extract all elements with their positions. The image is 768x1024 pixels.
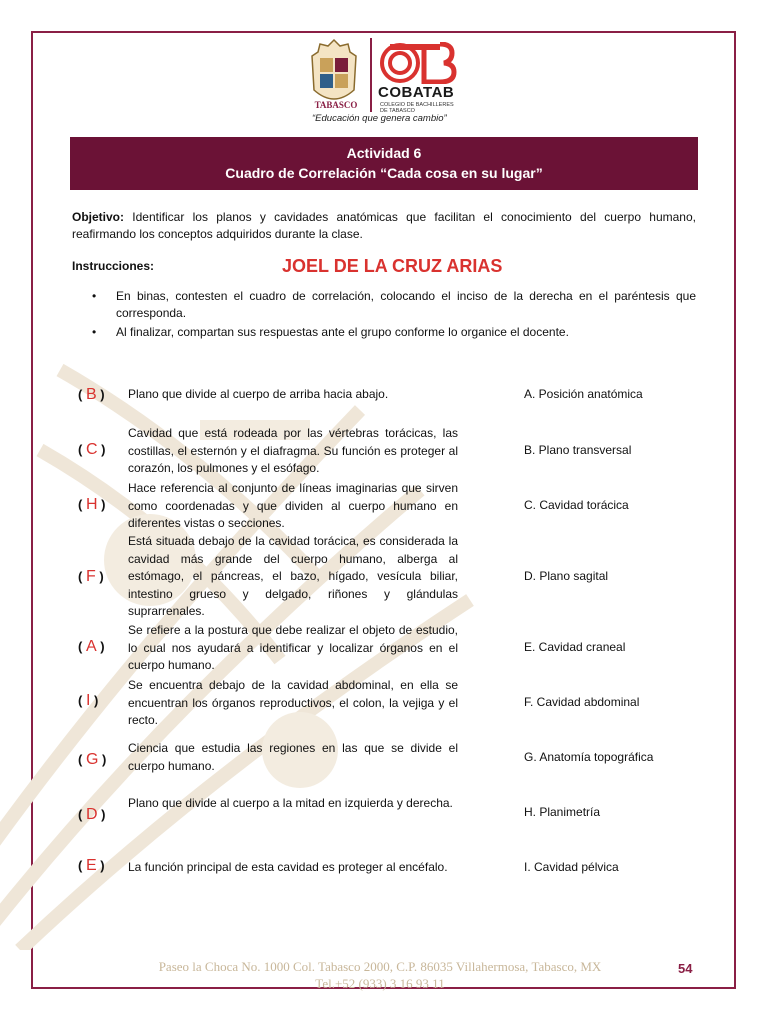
row-option: E. Cavidad craneal bbox=[524, 640, 626, 654]
bullet-icon: • bbox=[92, 325, 97, 339]
answer-letter: H bbox=[85, 496, 98, 513]
row-option: H. Planimetría bbox=[524, 805, 601, 819]
answer-letter: E bbox=[85, 857, 97, 874]
answer-slot: ( H ) bbox=[78, 496, 106, 513]
instruction-list bbox=[92, 288, 696, 343]
row-description: Está situada debajo de la cavidad torácica, es considerada la cavidad más grande del cuerpo humano, alberga al estómago, el páncreas, el bazo, hígado, vesícula biliar, intestino grueso y delgado, riñones y glándulas suprarrenales. bbox=[128, 534, 458, 618]
answer-slot: ( B ) bbox=[78, 386, 105, 403]
answer-letter: C bbox=[85, 441, 98, 458]
slogan: “Educación que genera cambio” bbox=[312, 113, 447, 124]
row-option: D. Plano sagital bbox=[524, 569, 609, 583]
row-description: Hace referencia al conjunto de líneas imaginarias que sirven como coordenadas y que dividen al cuerpo humano en diferentes vistas o secciones. bbox=[128, 481, 458, 530]
page-number: 54 bbox=[678, 961, 693, 976]
phone-line: Tel.+52 (933) 3 16 93 11 bbox=[315, 976, 445, 991]
row-option: F. Cavidad abdominal bbox=[524, 695, 640, 709]
answer-slot: ( G ) bbox=[78, 751, 107, 768]
logo-divider bbox=[370, 38, 372, 112]
instructions-label: Instrucciones: bbox=[72, 259, 155, 273]
answer-letter: F bbox=[85, 568, 96, 585]
footer-address bbox=[100, 958, 660, 992]
row-description: Plano que divide al cuerpo de arriba hacia abajo. bbox=[128, 387, 389, 401]
answer-letter: D bbox=[85, 806, 98, 823]
cobatab-name: COBATAB bbox=[378, 84, 455, 101]
row-description: Ciencia que estudia las regiones en las que se divide el cuerpo humano. bbox=[128, 741, 458, 773]
answer-letter: B bbox=[85, 386, 97, 403]
tabasco-label: TABASCO bbox=[314, 100, 358, 110]
answer-slot: ( I ) bbox=[78, 692, 99, 709]
answer-slot: ( D ) bbox=[78, 806, 106, 823]
answer-slot: ( F ) bbox=[78, 568, 104, 585]
activity-banner bbox=[70, 137, 698, 190]
answer-slot: ( A ) bbox=[78, 638, 105, 655]
cobatab-subtitle: COLEGIO DE BACHILLERES DE TABASCO bbox=[380, 102, 454, 114]
list-item: • Al finalizar, compartan sus respuestas ante el grupo conforme lo organice el docente. bbox=[92, 325, 569, 339]
list-item: • En binas, contesten el cuadro de correlación, colocando el inciso de la derecha en el paréntesis que corresponda. bbox=[92, 289, 696, 320]
cobatab-logo-icon bbox=[380, 42, 458, 84]
activity-title: Actividad 6 bbox=[346, 145, 422, 161]
row-description: Se encuentra debajo de la cavidad abdominal, en ella se encuentran los órganos reproductivos, el colon, la vejiga y el recto. bbox=[128, 678, 458, 727]
row-description: Plano que divide al cuerpo a la mitad en izquierda y derecha. bbox=[128, 796, 453, 810]
row-option: I. Cavidad pélvica bbox=[524, 860, 619, 874]
row-option: C. Cavidad torácica bbox=[524, 498, 629, 512]
row-option: G. Anatomía topográfica bbox=[524, 750, 654, 764]
bullet-icon: • bbox=[92, 289, 97, 303]
student-name: JOEL DE LA CRUZ ARIAS bbox=[282, 256, 503, 276]
objective-paragraph bbox=[72, 209, 696, 243]
row-option: A. Posición anatómica bbox=[524, 387, 643, 401]
row-option: B. Plano transversal bbox=[524, 443, 632, 457]
answer-slot: ( E ) bbox=[78, 857, 105, 874]
objective-label: Objetivo: bbox=[72, 210, 125, 224]
answer-slot: ( C ) bbox=[78, 441, 106, 458]
row-description: La función principal de esta cavidad es proteger al encéfalo. bbox=[128, 860, 448, 874]
objective-text: Identificar los planos y cavidades anatómicas que facilitan el conocimiento del cuerpo humano, reafirmando los conceptos adquiridos durante la clase. bbox=[72, 210, 696, 241]
answer-letter: A bbox=[85, 638, 97, 655]
row-description: Se refiere a la postura que debe realizar el objeto de estudio, lo cual nos ayudará a identificar y localizar órganos en el cuerpo humano. bbox=[128, 623, 458, 672]
tabasco-shield-icon bbox=[310, 38, 358, 108]
answer-letter: G bbox=[85, 751, 99, 768]
activity-subtitle: Cuadro de Correlación “Cada cosa en su lugar” bbox=[225, 165, 543, 181]
address-line: Paseo la Choca No. 1000 Col. Tabasco 2000, C.P. 86035 Villahermosa, Tabasco, MX bbox=[158, 959, 602, 974]
answer-letter: I bbox=[85, 692, 91, 709]
row-description: Cavidad que está rodeada por las vértebras torácicas, las costillas, el esternón y el diafragma. Su función es proteger al corazón, los pulmones y el esófago. bbox=[128, 426, 458, 475]
